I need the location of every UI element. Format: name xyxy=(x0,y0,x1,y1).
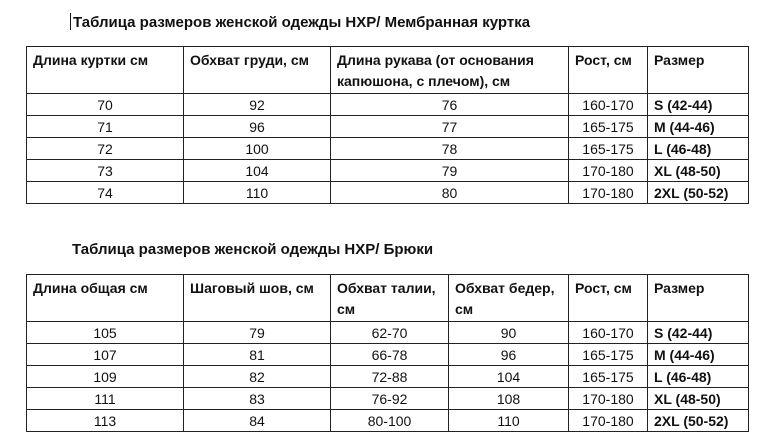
table-cell: 71 xyxy=(27,116,184,138)
table-cell: 160-170 xyxy=(569,322,648,344)
size-cell: 2XL (50-52) xyxy=(648,182,749,204)
pants-table-title: Таблица размеров женской одежды HXP/ Брюки xyxy=(72,241,434,258)
table-cell: 80 xyxy=(331,182,569,204)
table-row xyxy=(27,366,749,388)
table-cell: 170-180 xyxy=(569,182,648,204)
header-cell: Длина куртки см xyxy=(27,47,184,94)
table-cell: 76 xyxy=(331,94,569,116)
table-cell: 110 xyxy=(184,182,331,204)
table-cell: 92 xyxy=(184,94,331,116)
header-cell: Размер xyxy=(648,47,749,94)
table-cell: 79 xyxy=(184,322,331,344)
table-cell: 104 xyxy=(184,160,331,182)
table-cell: 82 xyxy=(184,366,331,388)
header-cell: Размер xyxy=(648,275,749,322)
size-cell: L (46-48) xyxy=(648,366,749,388)
header-cell: Длина рукава (от основания капюшона, с плечом), см xyxy=(331,47,569,94)
text-cursor xyxy=(70,13,71,30)
size-cell: S (42-44) xyxy=(648,94,749,116)
table-cell: 77 xyxy=(331,116,569,138)
table-cell: 111 xyxy=(27,388,184,410)
table-row xyxy=(27,182,749,204)
table-cell: 165-175 xyxy=(569,116,648,138)
table-row xyxy=(27,344,749,366)
size-cell: M (44-46) xyxy=(648,116,749,138)
table-row xyxy=(27,116,749,138)
table-cell: 80-100 xyxy=(331,410,449,432)
table-cell: 62-70 xyxy=(331,322,449,344)
table-row xyxy=(27,410,749,432)
table-cell: 165-175 xyxy=(569,138,648,160)
pants-size-table xyxy=(26,274,749,432)
table-cell: 70 xyxy=(27,94,184,116)
size-cell: M (44-46) xyxy=(648,344,749,366)
size-cell: L (46-48) xyxy=(648,138,749,160)
header-cell: Обхват талии, см xyxy=(331,275,449,322)
table-cell: 170-180 xyxy=(569,388,648,410)
table-cell: 108 xyxy=(449,388,569,410)
header-cell: Длина общая см xyxy=(27,275,184,322)
table-row xyxy=(27,138,749,160)
header-cell: Обхват груди, см xyxy=(184,47,331,94)
jacket-size-table xyxy=(26,46,749,204)
table-header-row xyxy=(27,275,749,322)
table-cell: 72 xyxy=(27,138,184,160)
jacket-table-title xyxy=(70,13,530,31)
table-cell: 72-88 xyxy=(331,366,449,388)
table-cell: 81 xyxy=(184,344,331,366)
table-cell: 105 xyxy=(27,322,184,344)
table-cell: 66-78 xyxy=(331,344,449,366)
header-cell: Обхват бедер, см xyxy=(449,275,569,322)
size-cell: 2XL (50-52) xyxy=(648,410,749,432)
table-cell: 76-92 xyxy=(331,388,449,410)
header-cell: Рост, см xyxy=(569,275,648,322)
table-cell: 165-175 xyxy=(569,344,648,366)
table-row xyxy=(27,94,749,116)
jacket-title-text: Таблица размеров женской одежды HXP/ Мембранная куртка xyxy=(73,14,531,31)
size-cell: XL (48-50) xyxy=(648,388,749,410)
table-cell: 107 xyxy=(27,344,184,366)
table-cell: 83 xyxy=(184,388,331,410)
table-cell: 170-180 xyxy=(569,160,648,182)
table-cell: 160-170 xyxy=(569,94,648,116)
table-row xyxy=(27,160,749,182)
size-cell: XL (48-50) xyxy=(648,160,749,182)
table-cell: 96 xyxy=(449,344,569,366)
table-cell: 78 xyxy=(331,138,569,160)
table-cell: 104 xyxy=(449,366,569,388)
table-cell: 113 xyxy=(27,410,184,432)
table-cell: 109 xyxy=(27,366,184,388)
table-cell: 110 xyxy=(449,410,569,432)
table-cell: 96 xyxy=(184,116,331,138)
table-cell: 100 xyxy=(184,138,331,160)
table-cell: 74 xyxy=(27,182,184,204)
table-cell: 79 xyxy=(331,160,569,182)
table-row xyxy=(27,388,749,410)
header-cell: Шаговый шов, см xyxy=(184,275,331,322)
table-cell: 170-180 xyxy=(569,410,648,432)
table-cell: 84 xyxy=(184,410,331,432)
table-cell: 165-175 xyxy=(569,366,648,388)
header-cell: Рост, см xyxy=(569,47,648,94)
table-cell: 73 xyxy=(27,160,184,182)
size-cell: S (42-44) xyxy=(648,322,749,344)
table-cell: 90 xyxy=(449,322,569,344)
table-header-row xyxy=(27,47,749,94)
table-row xyxy=(27,322,749,344)
